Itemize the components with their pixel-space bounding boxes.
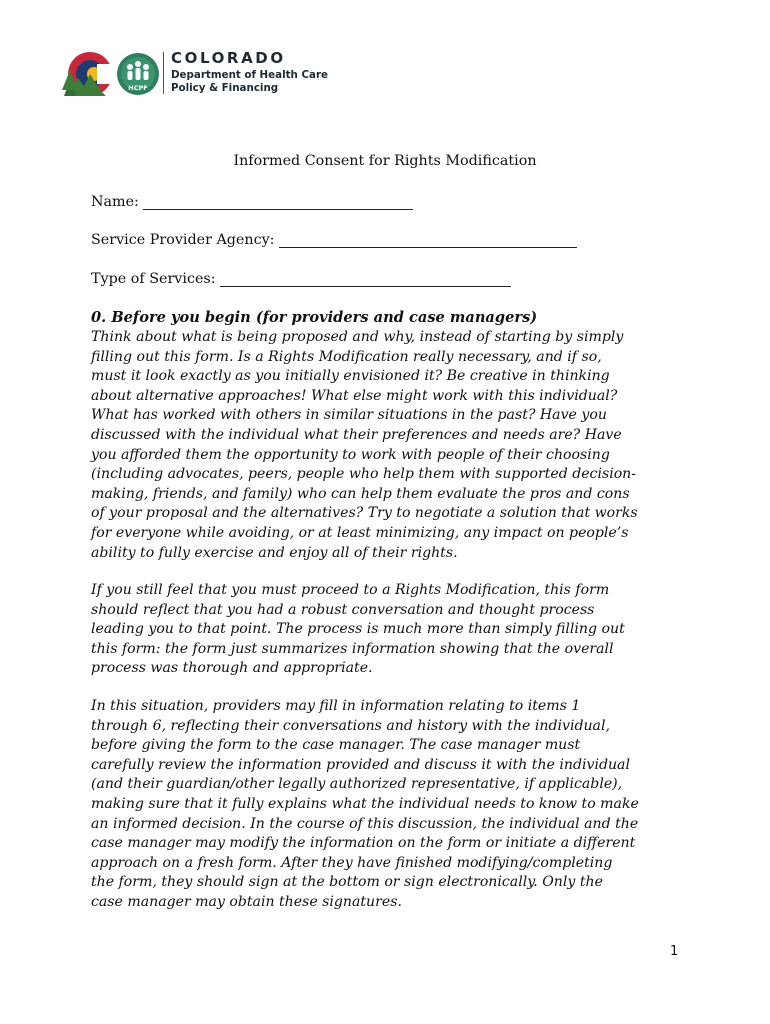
- paragraph-line: making, friends, and family) who can help them evaluate the pros and cons: [91, 485, 630, 502]
- paragraph-line: case manager may modify the information on the form or initiate a different: [91, 835, 636, 852]
- paragraph-line: If you still feel that you must proceed to a Rights Modification, this form: [91, 582, 610, 598]
- paragraph-line: making sure that it fully explains what the individual needs to know to make: [91, 795, 639, 812]
- name-blank-line[interactable]: [143, 195, 413, 210]
- type-of-services-blank-line[interactable]: [220, 272, 511, 287]
- type-of-services-label: Type of Services:: [91, 271, 216, 287]
- paragraph-line: the form, they should sign at the bottom or sign electronically. Only the: [91, 874, 603, 891]
- paragraph-line: (including advocates, peers, people who help them with supported decision-: [91, 466, 637, 483]
- paragraph-1: [91, 328, 691, 563]
- paragraph-line: for everyone while avoiding, or at least minimizing, any impact on people’s: [91, 524, 629, 541]
- name-field: [91, 194, 413, 210]
- service-provider-agency-label: Service Provider Agency:: [91, 232, 275, 248]
- department-line-1: Department of Health Care: [171, 69, 329, 81]
- paragraph-line: case manager may obtain these signatures.: [91, 893, 402, 910]
- paragraph-line: you afforded them the opportunity to work with people of their choosing: [91, 446, 610, 463]
- paragraph-line: carefully review the information provided and discuss it with the individual: [91, 756, 630, 773]
- paragraph-line: an informed decision. In the course of this discussion, the individual and the: [91, 815, 639, 832]
- paragraph-line: must it look exactly as you initially envisioned it? Be creative in thinking: [91, 368, 610, 385]
- colorado-c-icon: [62, 52, 113, 96]
- paragraph-line: about alternative approaches! What else might work with this individual?: [91, 387, 618, 404]
- name-label: Name:: [91, 194, 139, 210]
- paragraph-line: filling out this form. Is a Rights Modification really necessary, and if so,: [91, 348, 602, 365]
- paragraph-3: [91, 697, 691, 913]
- hcpf-badge-text: HCPF: [128, 84, 148, 92]
- document-title: Informed Consent for Rights Modification: [233, 153, 537, 169]
- type-of-services-field: [91, 271, 511, 287]
- brand-name: COLORADO: [171, 49, 286, 67]
- paragraph-line: Think about what is being proposed and why, instead of starting by simply: [91, 329, 624, 345]
- hcpf-badge-icon: [117, 53, 159, 95]
- paragraph-line: discussed with the individual what their preferences and needs are? Have: [91, 426, 622, 443]
- service-provider-agency-field: [91, 232, 577, 248]
- paragraph-line: process was thorough and appropriate.: [91, 660, 373, 677]
- page-number: 1: [670, 944, 679, 959]
- department-line-2: Policy & Financing: [171, 81, 279, 94]
- paragraph-2: [91, 581, 691, 679]
- logo-text: [171, 50, 328, 94]
- paragraph-line: leading you to that point. The process is much more than simply filling out: [91, 621, 625, 638]
- logo-divider: [163, 52, 164, 94]
- paragraph-line: approach on a fresh form. After they have finished modifying/completing: [91, 854, 613, 871]
- paragraph-line: (and their guardian/other legally authorized representative, if applicable),: [91, 776, 623, 793]
- paragraph-line: before giving the form to the case manager. The case manager must: [91, 737, 581, 754]
- paragraph-line: of your proposal and the alternatives? Try to negotiate a solution that works: [91, 505, 638, 522]
- section-heading: 0. Before you begin (for providers and case managers): [91, 309, 538, 326]
- paragraph-line: In this situation, providers may fill in information relating to items 1: [91, 698, 581, 714]
- service-provider-agency-blank-line[interactable]: [279, 233, 577, 248]
- paragraph-line: should reflect that you had a robust conversation and thought process: [91, 601, 595, 618]
- paragraph-line: this form: the form just summarizes information showing that the overall: [91, 640, 614, 657]
- paragraph-line: through 6, reflecting their conversations and history with the individual,: [91, 717, 610, 734]
- paragraph-line: ability to fully exercise and enjoy all of their rights.: [91, 544, 458, 561]
- paragraph-line: What has worked with others in similar situations in the past? Have you: [91, 407, 607, 424]
